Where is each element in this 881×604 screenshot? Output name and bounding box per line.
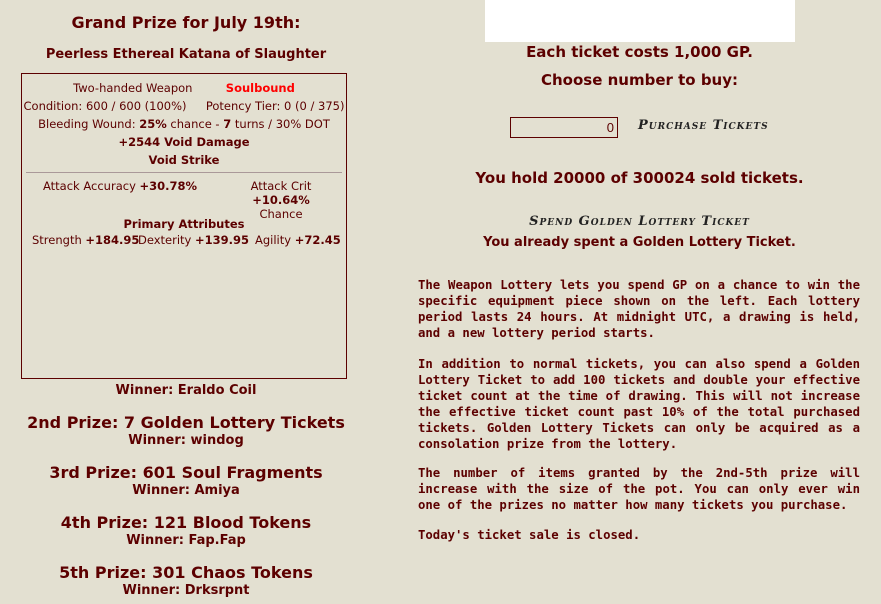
- grand-prize-title: Grand Prize for July 19th:: [71, 13, 301, 32]
- info-paragraph-2: In addition to normal tickets, you can also spend a Golden Lottery Ticket to add 100 tickets and double your effective ticket count at the time of drawing. This will not increase the effective ticket count past 10% of the total purchased tickets. Golden Lottery Tickets can only be acquired as a consolation prize from the lottery.: [418, 357, 860, 451]
- void-damage: +2544 Void Damage: [118, 135, 250, 149]
- bleeding-row: [22, 117, 346, 131]
- prize-title: 4th Prize: 121 Blood Tokens: [60, 513, 312, 532]
- prize-5: [0, 563, 372, 598]
- attack-crit: [226, 179, 336, 221]
- attack-crit-label: Attack Crit: [250, 179, 312, 193]
- potency-tier: Potency Tier: 0 (0 / 375): [205, 99, 345, 113]
- attack-accuracy-label: Attack Accuracy: [43, 179, 140, 193]
- spend-golden-ticket-row: [372, 210, 881, 229]
- prize-winner: Winner: windog: [128, 433, 244, 448]
- strength-label: Strength: [32, 233, 86, 247]
- item-type-row: [22, 81, 346, 95]
- ticket-quantity-input[interactable]: [510, 117, 618, 138]
- condition-row: [22, 99, 346, 113]
- prize-3: [0, 463, 372, 498]
- dexterity-value: +139.95: [195, 233, 250, 247]
- item-stats-box: [21, 73, 347, 379]
- info-paragraph-3: The number of items granted by the 2nd-5th prize will increase with the size of the pot. You can only ever win one of the prizes no matter how many tickets you purchase.: [418, 466, 860, 512]
- prize-title: 5th Prize: 301 Chaos Tokens: [59, 563, 313, 582]
- prize-winner: Winner: Fap.Fap: [126, 533, 246, 548]
- tickets-held: You hold 20000 of 300024 sold tickets.: [475, 169, 804, 187]
- item-type: Two-handed Weapon: [73, 81, 193, 95]
- info-paragraph-1: The Weapon Lottery lets you spend GP on a chance to win the specific equipment piece shown on the left. Each lottery period lasts 24 hours. At midnight UTC, a drawing is held, and a new lottery period starts.: [418, 278, 860, 340]
- condition: Condition: 600 / 600 (100%): [23, 99, 187, 113]
- dexterity: [138, 233, 249, 247]
- item-name: Peerless Ethereal Katana of Slaughter: [45, 47, 327, 62]
- sale-closed-text: Today's ticket sale is closed.: [418, 528, 641, 542]
- bleeding-label: Bleeding Wound:: [38, 117, 140, 131]
- grand-prize-winner-text: Winner: Eraldo Coil: [115, 383, 257, 398]
- divider: [26, 172, 342, 173]
- spend-golden-ticket-button[interactable]: Spend Golden Lottery Ticket: [529, 214, 750, 229]
- strength: [32, 233, 139, 247]
- soulbound-label: Soulbound: [225, 81, 295, 95]
- dexterity-label: Dexterity: [138, 233, 196, 247]
- attack-accuracy: [43, 179, 197, 193]
- choose-number: Choose number to buy:: [540, 71, 739, 89]
- bleeding-turns: 7: [223, 117, 232, 131]
- prize-winner: Winner: Drksrpnt: [122, 583, 250, 598]
- golden-ticket-status: You already spent a Golden Lottery Ticket.: [483, 235, 796, 250]
- prize-title: 2nd Prize: 7 Golden Lottery Tickets: [27, 413, 345, 432]
- agility-label: Agility: [255, 233, 295, 247]
- prize-4: [0, 513, 372, 548]
- prize-2: [0, 413, 372, 448]
- agility: [255, 233, 341, 247]
- bleeding-mid: chance -: [166, 117, 224, 131]
- ticket-cost: Each ticket costs 1,000 GP.: [526, 43, 753, 61]
- bleeding-end: turns / 30% DOT: [231, 117, 330, 131]
- attack-crit-suffix: Chance: [259, 207, 303, 221]
- agility-value: +72.45: [294, 233, 341, 247]
- void-strike: Void Strike: [148, 153, 220, 167]
- bleeding-chance: 25%: [139, 117, 167, 131]
- attack-accuracy-value: +30.78%: [139, 179, 198, 193]
- strength-value: +184.95: [85, 233, 140, 247]
- prize-title: 3rd Prize: 601 Soul Fragments: [49, 463, 323, 482]
- primary-attributes-title: Primary Attributes: [123, 217, 245, 231]
- banner-image: [485, 0, 795, 42]
- purchase-tickets-button[interactable]: Purchase Tickets: [638, 118, 769, 133]
- attack-crit-value: +10.64%: [252, 193, 310, 207]
- prize-winner: Winner: Amiya: [132, 483, 240, 498]
- grand-prize-winner: [0, 382, 372, 398]
